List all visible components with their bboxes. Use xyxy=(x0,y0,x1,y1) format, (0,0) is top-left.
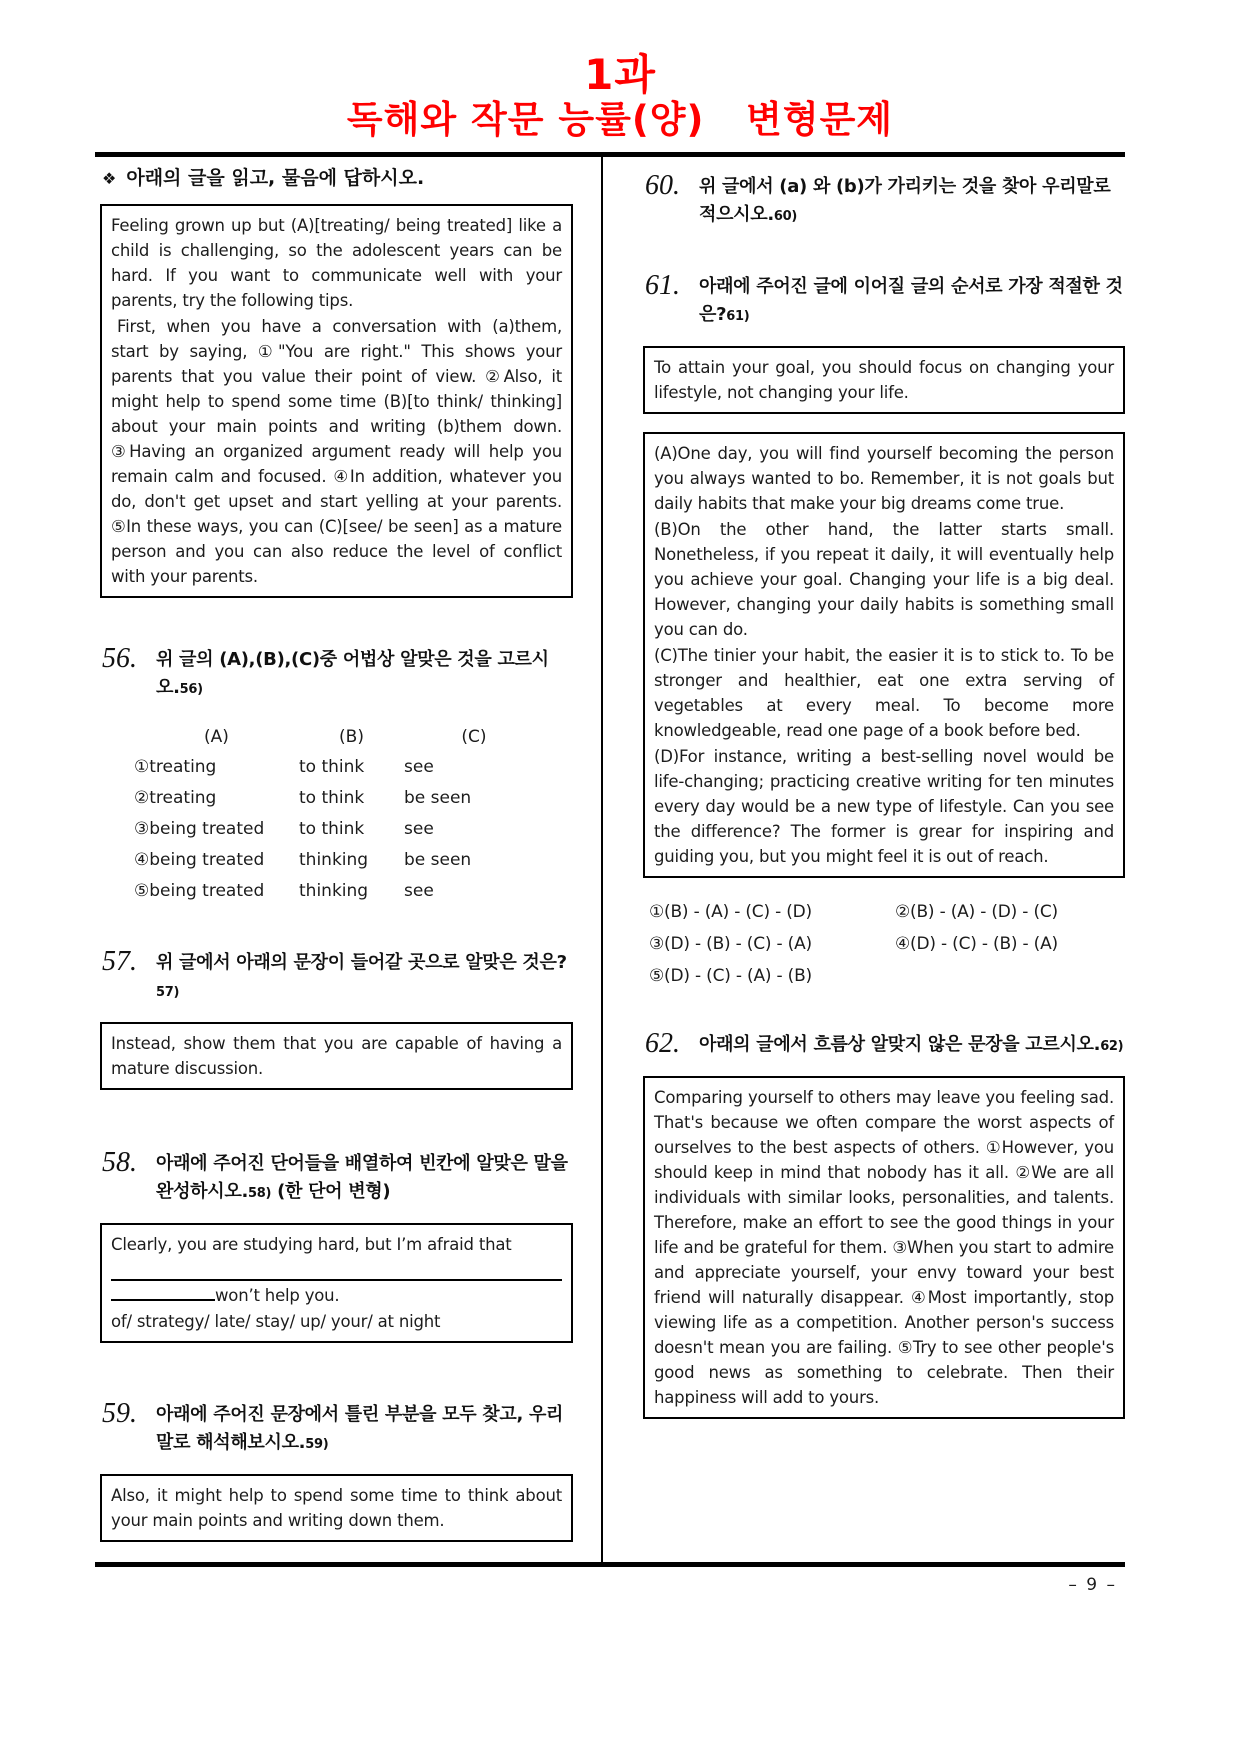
cell: to think xyxy=(299,819,365,839)
cell: see xyxy=(404,757,434,777)
q61-option-3: ③(D) - (B) - (C) - (A) xyxy=(649,934,812,954)
question-59-label: 아래에 주어진 문장에서 틀린 부분을 모두 찾고, 우리말로 해석해보시오. xyxy=(156,1404,564,1453)
question-56-label: 위 글의 (A),(B),(C)중 어법상 알맞은 것을 고르시오. xyxy=(156,649,549,698)
two-column-body xyxy=(95,157,1125,1562)
question-56 xyxy=(102,644,573,704)
footnote-marker-62: 62) xyxy=(1100,1039,1124,1054)
question-57-label: 위 글에서 아래의 문장이 들어갈 곳으로 알맞은 것은? xyxy=(156,952,567,973)
cell: to think xyxy=(299,757,365,777)
footnote-marker-61: 61) xyxy=(726,309,750,324)
q61-paragraph-c: (C)The tinier your habit, the easier it is to stick to. To be stronger and healthier, eat one extra serving of vegetables at every meal. To become more knowledgeable, read one page of a book before bed. xyxy=(654,646,1114,740)
question-61 xyxy=(645,271,1125,331)
question-62 xyxy=(645,1029,1125,1061)
q61-option-2: ②(B) - (A) - (D) - (C) xyxy=(895,902,1058,922)
footnote-marker-60: 60) xyxy=(773,209,798,224)
q56-answer-table xyxy=(134,722,573,907)
q57-sentence: Instead, show them that you are capable of having a mature discussion. xyxy=(111,1034,562,1078)
cell: ②treating xyxy=(134,788,217,808)
cell: be seen xyxy=(404,850,472,870)
q61-option-empty xyxy=(895,964,1125,989)
cell: thinking xyxy=(299,881,369,901)
question-58-label: 아래에 주어진 단어들을 배열하여 빈칸에 알맞은 말을 완성하시오. xyxy=(156,1153,568,1202)
table-row xyxy=(134,783,573,814)
question-57-number: 57. xyxy=(102,946,137,977)
q58-word-bank: of/ strategy/ late/ stay/ up/ your/ at night xyxy=(111,1312,441,1331)
footnote-marker-57: 57) xyxy=(156,985,180,1000)
question-60-number: 60. xyxy=(645,170,680,201)
answer-blank-line xyxy=(111,1257,562,1281)
question-57 xyxy=(102,947,573,1007)
q61-paragraph-b: (B)On the other hand, the latter starts small. Nonetheless, if you repeat it daily, it will eventually help you achieve your goal. Changing your life is a big deal. However, changing your daily habits is something small you can do. xyxy=(654,520,1114,639)
q58-fill-blank-box xyxy=(100,1223,573,1343)
cell: see xyxy=(404,819,434,839)
question-58-suffix: (한 단어 변형) xyxy=(271,1181,391,1202)
footnote-marker-56: 56) xyxy=(179,682,203,697)
main-passage-box xyxy=(100,204,573,598)
question-62-number: 62. xyxy=(645,1028,680,1059)
question-56-number: 56. xyxy=(102,643,137,674)
page-header xyxy=(0,0,1240,142)
instruction-text: 아래의 글을 읽고, 물음에 답하시오. xyxy=(126,167,425,189)
q59-sentence: Also, it might help to spend some time to think about your main points and writing down them. xyxy=(111,1486,562,1530)
question-60-label: 위 글에서 (a) 와 (b)가 가리키는 것을 찾아 우리말로 적으시오. xyxy=(699,176,1111,225)
q58-sentence-end-text: won’t help you. xyxy=(215,1286,340,1305)
question-60 xyxy=(645,171,1125,231)
footnote-marker-58: 58) xyxy=(247,1186,272,1201)
q58-sentence-start: Clearly, you are studying hard, but I’m afraid that xyxy=(111,1235,512,1254)
right-column xyxy=(603,157,1125,1562)
q59-sentence-box xyxy=(100,1474,573,1542)
q61-paragraph-a: (A)One day, you will find yourself becoming the person you always wanted to bo. Remember, it is not goals but daily habits that make your big dreams come true. xyxy=(654,444,1114,513)
q56-table-header-row xyxy=(134,722,573,752)
q56-header-b: (B) xyxy=(339,727,364,747)
cell: to think xyxy=(299,788,365,808)
q61-paragraph-d: (D)For instance, writing a best-selling novel would be life-changing; practicing creative writing for ten minutes every day would be a new type of lifestyle. Can you see the difference? The former is grear for inspiring and guiding you, but you might feel it is out of reach. xyxy=(654,747,1114,866)
question-61-text xyxy=(699,271,1125,331)
passage-paragraph: First, when you have a conversation with (a)them, start by saying, ①"You are right." This shows your parents that you value their point of view. ②Also, it might help to spend some time (B)[to think/ thinking] about your main points and writing (b)them down. ③Having an organized argument ready will help you remain calm and focused. ④In addition, whatever you do, don't get upset and start yelling at your parents. ⑤In these ways, you can (C)[see/ be seen] as a mature person and you can also reduce the level of conflict with your parents. xyxy=(111,317,562,586)
answer-blank xyxy=(111,1287,215,1301)
page-number: – 9 – xyxy=(1068,1575,1117,1595)
table-row xyxy=(134,876,573,907)
question-62-label: 아래의 글에서 흐름상 알맞지 않은 문장을 고르시오. xyxy=(699,1034,1101,1055)
question-58-number: 58. xyxy=(102,1147,137,1178)
passage-paragraph: Feeling grown up but (A)[treating/ being treated] like a child is challenging, so the adolescent years can be hard. If you want to communicate well with your parents, try the following tips. xyxy=(111,216,562,310)
q62-passage: Comparing yourself to others may leave you feeling sad. That's because we often compare the worst aspects of ourselves to the best aspects of others. ①However, you should keep in mind that nobody has it all. ②We are all individuals with similar looks, personalities, and talents. Therefore, make an effort to see the good things in your life and be grateful for them. ③When you start to admire and appreciate yourself, your envy toward your best friend will naturally disappear. ④Most importantly, stop viewing life as a competition. Another person's success doesn't mean you are failing. ⑤Try to see other people's good news as something to celebrate. Then their happiness will add to yours. xyxy=(654,1088,1114,1407)
cell: ④being treated xyxy=(134,850,265,870)
cell: thinking xyxy=(299,850,369,870)
question-61-number: 61. xyxy=(645,270,680,301)
table-row xyxy=(134,845,573,876)
q61-intro-sentence: To attain your goal, you should focus on changing your lifestyle, not changing your life. xyxy=(654,358,1114,402)
table-row xyxy=(134,814,573,845)
q61-option-1: ①(B) - (A) - (C) - (D) xyxy=(649,902,812,922)
q57-sentence-box xyxy=(100,1022,573,1090)
question-58 xyxy=(102,1148,573,1208)
footnote-marker-59: 59) xyxy=(305,1437,329,1452)
q61-option-5: ⑤(D) - (C) - (A) - (B) xyxy=(649,966,812,986)
q56-header-a: (A) xyxy=(204,727,229,747)
question-62-text xyxy=(699,1029,1125,1061)
doc-title: 독해와 작문 능률(양) 변형문제 xyxy=(346,98,894,141)
question-56-text xyxy=(156,644,573,704)
q56-header-c: (C) xyxy=(461,727,487,747)
diamond-icon: ❖ xyxy=(102,169,117,188)
cell: ⑤being treated xyxy=(134,881,265,901)
left-column xyxy=(95,157,601,1562)
question-61-label: 아래에 주어진 글에 이어질 글의 순서로 가장 적절한 것은? xyxy=(699,276,1123,325)
question-58-text xyxy=(156,1148,573,1208)
cell: ①treating xyxy=(134,757,217,777)
question-59-number: 59. xyxy=(102,1398,137,1429)
cell: be seen xyxy=(404,788,472,808)
q62-passage-box xyxy=(643,1076,1125,1419)
q61-options xyxy=(649,900,1125,989)
question-59-text xyxy=(156,1399,573,1459)
question-59 xyxy=(102,1399,573,1459)
footer-rule xyxy=(95,1562,1125,1567)
q58-sentence-end xyxy=(111,1283,562,1308)
q61-option-4: ④(D) - (C) - (B) - (A) xyxy=(895,934,1058,954)
table-row xyxy=(134,752,573,783)
cell: see xyxy=(404,881,434,901)
unit-title: 1과 xyxy=(584,50,656,99)
section-instruction xyxy=(102,165,573,192)
cell: ③being treated xyxy=(134,819,265,839)
question-57-text xyxy=(156,947,573,1007)
question-60-text xyxy=(699,171,1125,231)
q61-intro-box xyxy=(643,346,1125,414)
q61-ordering-passage-box xyxy=(643,432,1125,878)
